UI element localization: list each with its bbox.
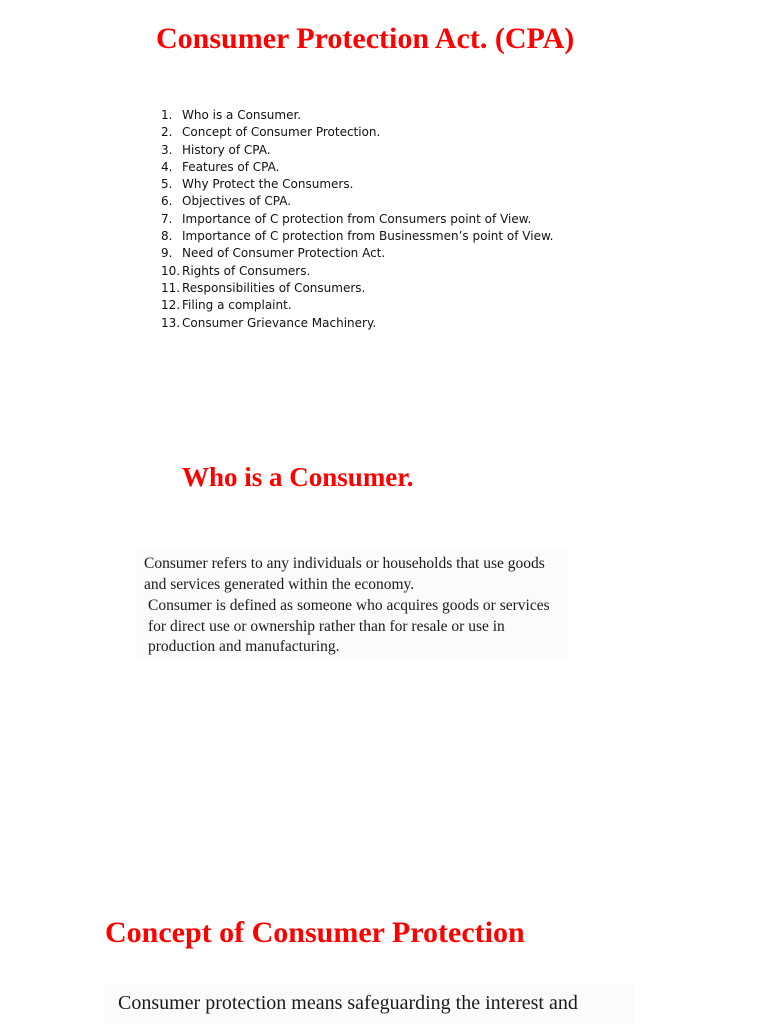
list-item-text: Importance of C protection from Businessmen’s point of View. <box>182 229 554 244</box>
list-item <box>161 280 553 297</box>
list-item <box>161 263 553 280</box>
table-of-contents <box>161 107 553 332</box>
list-item-text: Consumer Grievance Machinery. <box>182 315 377 330</box>
section-heading-concept: Concept of Consumer Protection <box>105 916 525 949</box>
list-item <box>161 193 553 210</box>
list-item-text: Concept of Consumer Protection. <box>182 125 381 140</box>
list-item <box>161 107 553 124</box>
document-title: Consumer Protection Act. (CPA) <box>156 22 575 55</box>
definition-paragraph: Consumer protection means safeguarding the interest and <box>118 992 578 1014</box>
list-item <box>161 159 553 176</box>
list-item-number: 4. <box>161 159 173 174</box>
list-item-number: 2. <box>161 125 173 140</box>
list-item-text: Rights of Consumers. <box>182 263 311 278</box>
list-item-number: 12. <box>161 298 181 313</box>
list-item-text: Objectives of CPA. <box>182 194 292 209</box>
list-item-number: 3. <box>161 142 173 157</box>
definition-paragraph: Consumer is defined as someone who acquires goods or services for direct use or ownership rather than for resale or use in production and manufacturing. <box>148 597 550 656</box>
list-item <box>161 297 553 314</box>
concept-definition-block <box>104 984 634 1024</box>
list-item-text: Filing a complaint. <box>182 298 292 313</box>
list-item-number: 5. <box>161 177 173 192</box>
list-item-text: Features of CPA. <box>182 159 280 174</box>
list-item <box>161 211 553 228</box>
list-item-text: Need of Consumer Protection Act. <box>182 246 386 261</box>
list-item-text: Why Protect the Consumers. <box>182 177 354 192</box>
list-item-number: 8. <box>161 229 173 244</box>
list-item <box>161 245 553 262</box>
list-item <box>161 228 553 245</box>
list-item-text: Responsibilities of Consumers. <box>182 280 366 295</box>
list-item <box>161 142 553 159</box>
definition-paragraph: Consumer refers to any individuals or households that use goods and services generated within the economy. <box>144 555 545 593</box>
list-item-text: Importance of C protection from Consumers point of View. <box>182 211 532 226</box>
list-item-number: 7. <box>161 211 173 226</box>
list-item <box>161 176 553 193</box>
list-item <box>161 124 553 141</box>
list-item-number: 11. <box>161 280 181 295</box>
list-item-number: 6. <box>161 194 173 209</box>
list-item <box>161 315 553 332</box>
list-item-number: 13. <box>161 315 181 330</box>
list-item-number: 1. <box>161 108 173 122</box>
section-heading-consumer: Who is a Consumer. <box>182 462 414 492</box>
consumer-definition-block <box>136 548 568 660</box>
list-item-text: Who is a Consumer. <box>182 108 302 122</box>
list-item-number: 10. <box>161 263 181 278</box>
list-item-number: 9. <box>161 246 173 261</box>
list-item-text: History of CPA. <box>182 142 271 157</box>
